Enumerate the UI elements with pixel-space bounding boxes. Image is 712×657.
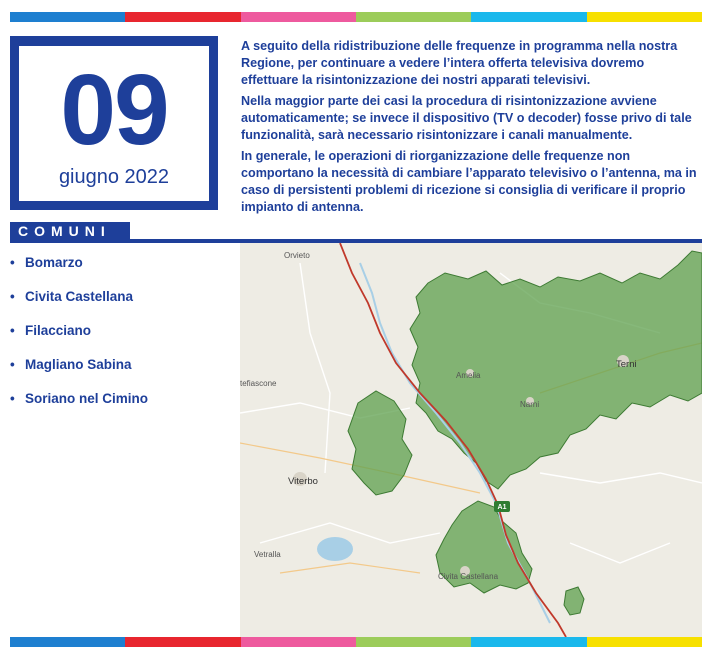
list-item	[10, 288, 230, 322]
stripe-green	[356, 637, 471, 647]
list-item	[10, 254, 230, 288]
bullet-icon: •	[10, 391, 15, 406]
place-label-montefiascone: tefiascone	[240, 379, 277, 388]
road-label-a1: A1	[497, 504, 507, 511]
color-stripe-top	[10, 12, 702, 22]
date-day: 09	[60, 54, 168, 166]
list-item	[10, 390, 230, 424]
stripe-yellow	[587, 637, 702, 647]
stripe-red	[125, 637, 240, 647]
date-month-year: giugno 2022	[58, 166, 170, 188]
color-stripe-bottom	[10, 637, 702, 647]
list-item	[10, 322, 230, 356]
list-item	[10, 356, 230, 390]
place-label-civita-castellana: Civita Castellana	[438, 572, 499, 581]
intro-paragraph-1: A seguito della ridistribuzione delle frequenze in programma nella nostra Regione, per continuare a vedere l’intera offerta televisiva dovremo effettuare la risintonizzazione dei nostri apparati televisivi.	[241, 39, 678, 87]
place-label-amelia: Amelia	[456, 371, 481, 380]
comuni-list	[10, 254, 230, 424]
date-box	[10, 36, 218, 210]
place-label-vetralla: Vetralla	[254, 550, 281, 559]
stripe-pink	[241, 12, 356, 22]
intro-paragraph-2: Nella maggior parte dei casi la procedura di risintonizzazione avviene automaticamente; se invece il dispositivo (TV o decoder) fosse privo di tale funzionalità, sarà necessario risintonizzare i canali manualmente.	[241, 94, 692, 142]
date-box-inner	[19, 46, 209, 201]
comune-name: Filacciano	[25, 323, 92, 338]
place-label-terni: Terni	[616, 359, 637, 370]
bullet-icon: •	[10, 255, 15, 270]
map-canvas	[240, 243, 702, 637]
bullet-icon: •	[10, 289, 15, 304]
stripe-pink	[241, 637, 356, 647]
stripe-blue	[10, 637, 125, 647]
comune-name: Soriano nel Cimino	[25, 391, 149, 406]
coverage-map	[240, 243, 702, 637]
lake-vico	[317, 537, 353, 561]
place-label-orvieto: Orvieto	[284, 251, 310, 260]
comune-name: Civita Castellana	[25, 289, 134, 304]
stripe-cyan	[471, 637, 586, 647]
bullet-icon: •	[10, 357, 15, 372]
bullet-icon: •	[10, 323, 15, 338]
place-label-viterbo: Viterbo	[288, 476, 318, 487]
comune-name: Magliano Sabina	[25, 357, 132, 372]
stripe-green	[356, 12, 471, 22]
intro-text	[241, 38, 703, 220]
comune-name: Bomarzo	[25, 255, 83, 270]
stripe-blue	[10, 12, 125, 22]
stripe-cyan	[471, 12, 586, 22]
comuni-heading: COMUNI	[10, 222, 130, 241]
place-label-narni: Narni	[520, 400, 540, 409]
stripe-yellow	[587, 12, 702, 22]
stripe-red	[125, 12, 240, 22]
intro-paragraph-3: In generale, le operazioni di riorganizzazione delle frequenze non comportano la necessità di cambiare l’apparato televisivo o l’antenna, ma in caso di persistenti problemi di ricezione si consiglia di verificare il proprio impianto di antenna.	[241, 149, 697, 214]
